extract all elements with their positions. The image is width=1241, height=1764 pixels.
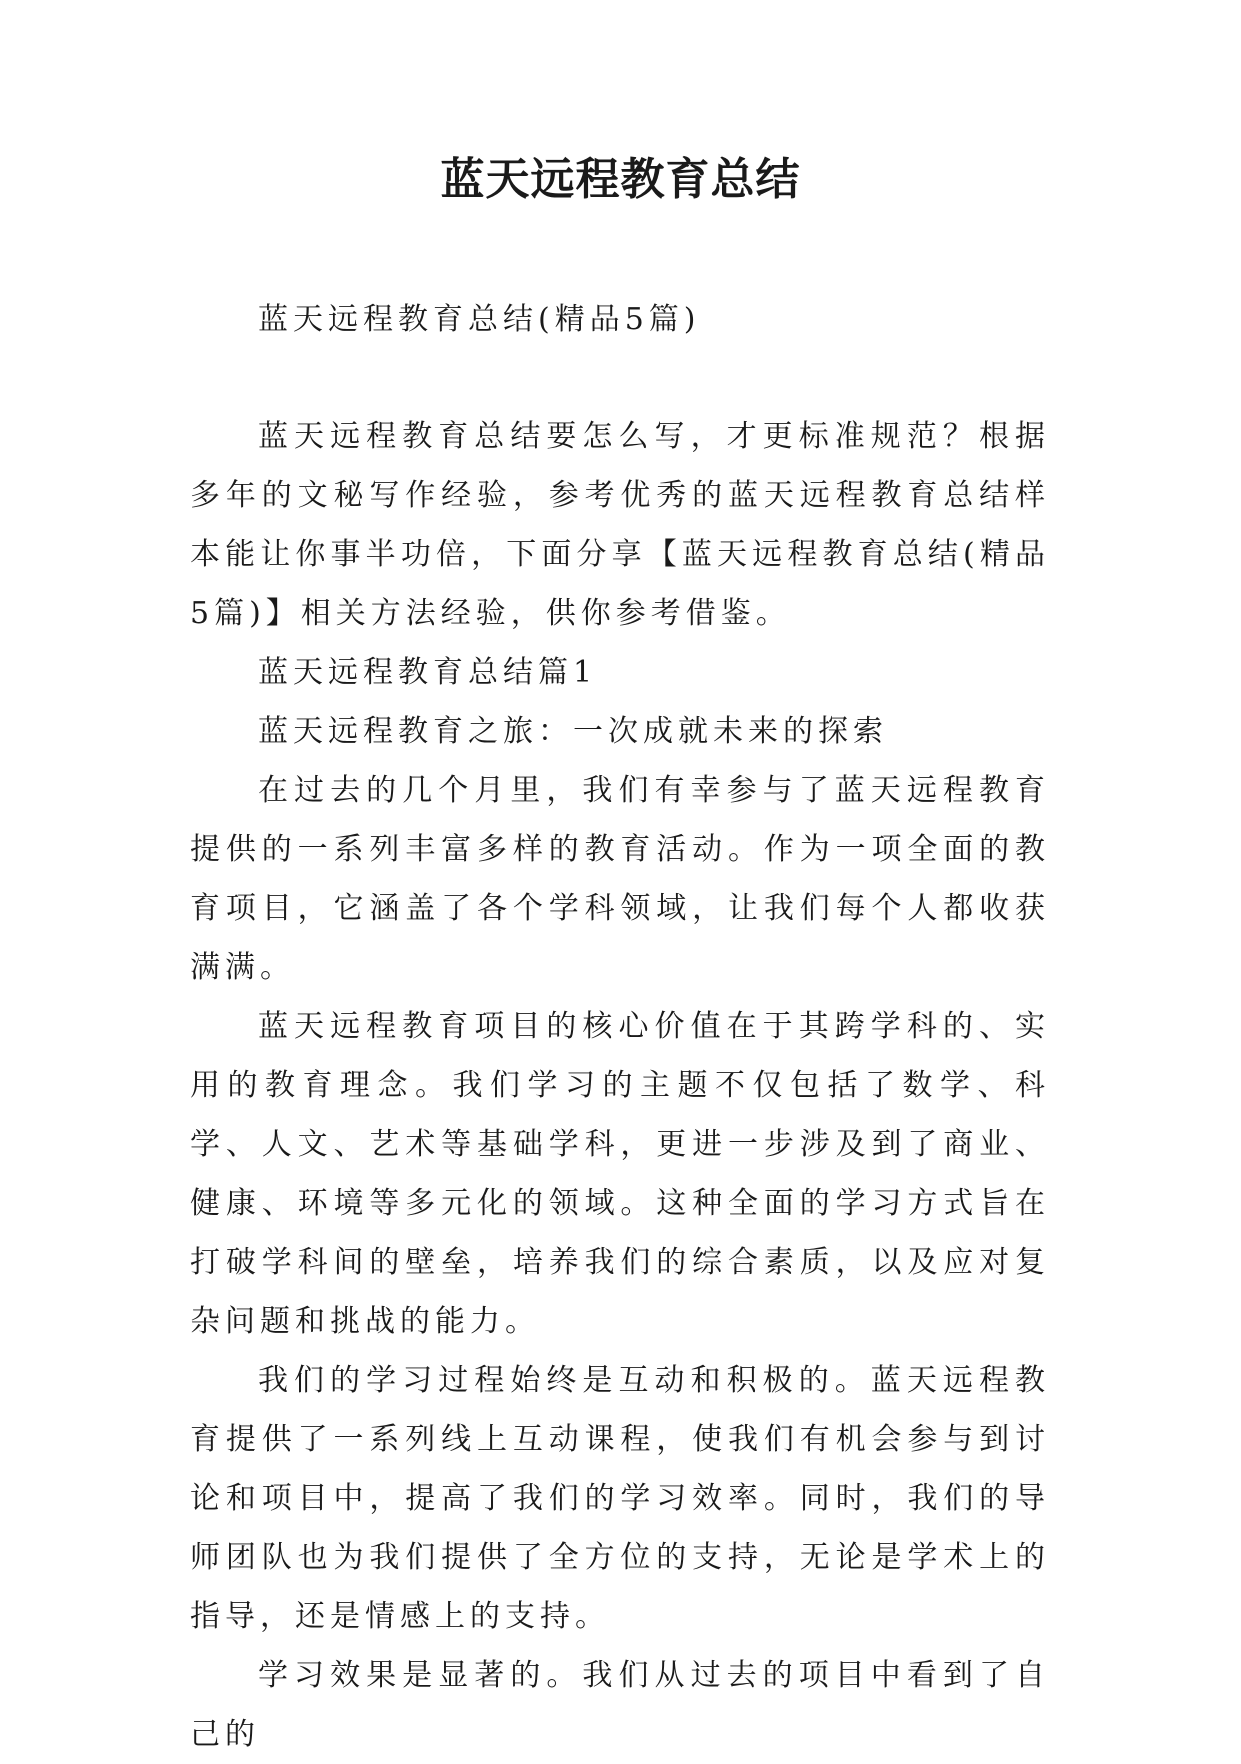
intro-paragraph: 蓝天远程教育总结要怎么写，才更标准规范？根据多年的文秘写作经验，参考优秀的蓝天远程教育总结样本能让你事半功倍，下面分享【蓝天远程教育总结(精品5篇)】相关方法经验，供你参考借鉴。 <box>190 419 1050 631</box>
document-subtitle: 蓝天远程教育总结(精品5篇) <box>258 302 701 337</box>
document-body <box>190 290 1050 1764</box>
document-title: 蓝天远程教育总结 <box>440 154 801 205</box>
body-paragraph: 蓝天远程教育项目的核心价值在于其跨学科的、实用的教育理念。我们学习的主题不仅包括了数学、科学、人文、艺术等基础学科，更进一步涉及到了商业、健康、环境等多元化的领域。这种全面的学习方式旨在打破学科间的壁垒，培养我们的综合素质，以及应对复杂问题和挑战的能力。 <box>190 1009 1050 1339</box>
body-paragraph: 学习效果是显著的。我们从过去的项目中看到了自己的 <box>190 1658 1050 1752</box>
body-paragraph: 在过去的几个月里，我们有幸参与了蓝天远程教育提供的一系列丰富多样的教育活动。作为一项全面的教育项目，它涵盖了各个学科领域，让我们每个人都收获满满。 <box>190 773 1050 985</box>
body-paragraph: 我们的学习过程始终是互动和积极的。蓝天远程教育提供了一系列线上互动课程，使我们有机会参与到讨论和项目中，提高了我们的学习效率。同时，我们的导师团队也为我们提供了全方位的支持，无论是学术上的指导，还是情感上的支持。 <box>190 1363 1050 1634</box>
section-heading: 蓝天远程教育总结篇1 <box>258 655 598 690</box>
article-heading: 蓝天远程教育之旅：一次成就未来的探索 <box>258 714 888 749</box>
